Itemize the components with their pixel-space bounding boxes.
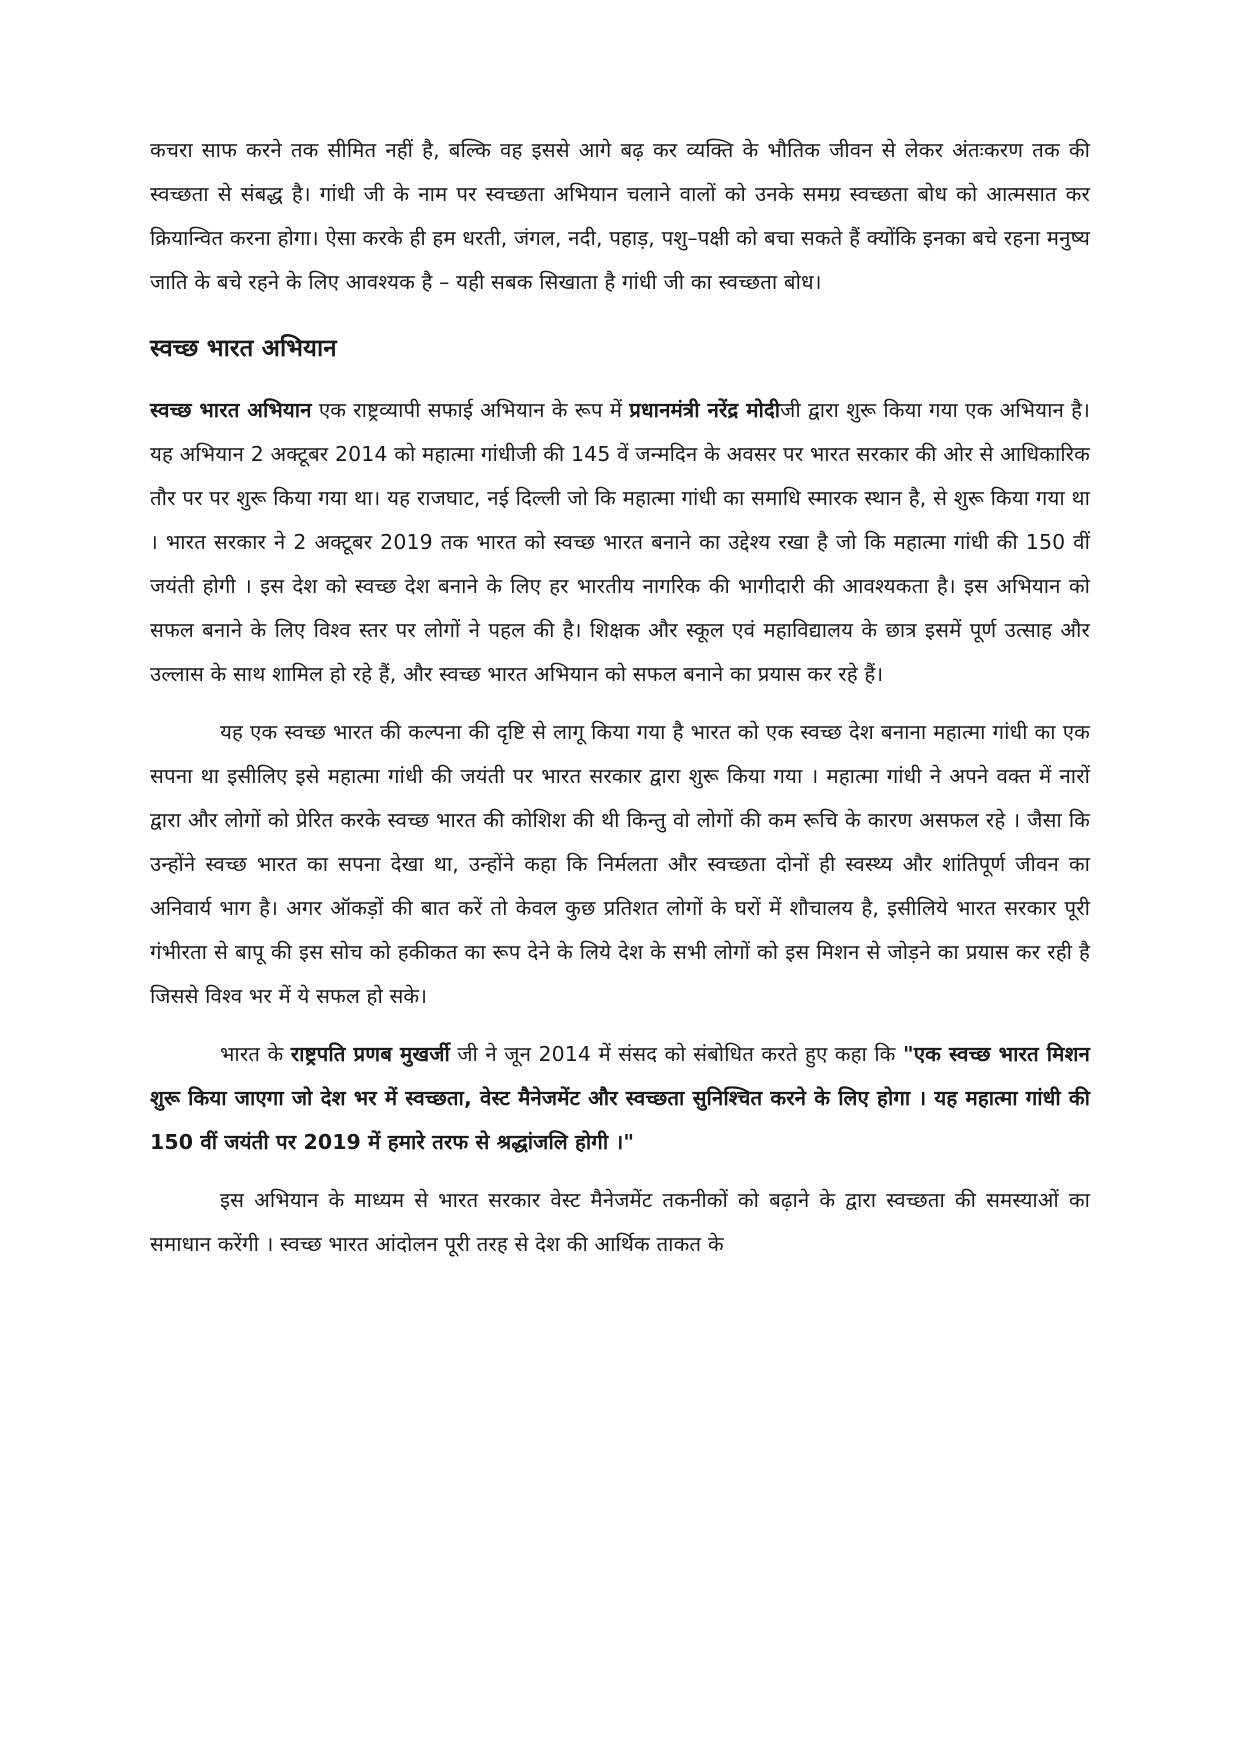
- section-heading: स्वच्छ भारत अभियान: [150, 334, 337, 362]
- bold-quote: "एक स्वच्छ भारत मिशन शुरू किया जाएगा जो देश भर में स्वच्छता, वेस्ट मैनेजमेंट और स्वच्छता सुनिश्चित करने के लिए होगा । यह महात्मा गांधी की 150 वीं जयंती पर 2019 में हमारे तरफ से श्रद्धांजलि होगी ।": [150, 1042, 1090, 1154]
- document-page: [150, 128, 1090, 1266]
- bold-term-president: राष्ट्रपति प्रणब मुखर्जी: [290, 1042, 450, 1066]
- body-paragraph-4: [150, 1032, 1090, 1164]
- paragraph-4-text-b: जी ने जून 2014 में संसद को संबोधित करते हुए कहा कि: [449, 1042, 903, 1066]
- bold-term-prime-minister: प्रधानमंत्री नरेंद्र मोदी: [629, 398, 781, 422]
- paragraph-2-text-a: एक राष्ट्रव्यापी सफाई अभियान के रूप में: [311, 398, 630, 422]
- body-paragraph-5: इस अभियान के माध्यम से भारत सरकार वेस्ट मैनेजमेंट तकनीकों को बढ़ाने के द्वारा स्वच्छता की समस्याओं का समाधान करेंगी । स्वच्छ भारत आंदोलन पूरी तरह से देश की आर्थिक ताकत के: [150, 1188, 1090, 1256]
- body-paragraph-1: कचरा साफ करने तक सीमित नहीं है, बल्कि वह इससे आगे बढ़ कर व्यक्ति के भौतिक जीवन से लेकर अंतःकरण तक की स्वच्छता से संबद्ध है। गांधी जी के नाम पर स्वच्छता अभियान चलाने वालों को उनके समग्र स्वच्छता बोध को आत्मसात कर क्रियान्वित करना होगा। ऐसा करके ही हम धरती, जंगल, नदी, पहाड़, पशु–पक्षी को बचा सकते हैं क्योंकि इनका बचे रहना मनुष्य जाति के बचे रहने के लिए आवश्यक है – यही सबक सिखाता है गांधी जी का स्वच्छता बोध।: [150, 138, 1090, 294]
- bold-term-campaign: स्वच्छ भारत अभियान: [150, 398, 312, 422]
- body-paragraph-2: [150, 388, 1090, 696]
- body-paragraph-3: यह एक स्वच्छ भारत की कल्पना की दृष्टि से लागू किया गया है भारत को एक स्वच्छ देश बनाना महात्मा गांधी का एक सपना था इसीलिए इसे महात्मा गांधी की जयंती पर भारत सरकार द्वारा शुरू किया गया । महात्मा गांधी ने अपने वक्त में नारों द्वारा और लोगों को प्रेरित करके स्वच्छ भारत की कोशिश की थी किन्तु वो लोगों की कम रूचि के कारण असफल रहे । जैसा कि उन्होंने स्वच्छ भारत का सपना देखा था, उन्होंने कहा कि निर्मलता और स्वच्छता दोनों ही स्वस्थ्य और शांतिपूर्ण जीवन का अनिवार्य भाग है। अगर ऑकड़ों की बात करें तो केवल कुछ प्रतिशत लोगों के घरों में शौचालय है, इसीलिये भारत सरकार पूरी गंभीरता से बापू की इस सोच को हकीकत का रूप देने के लिये देश के सभी लोगों को इस मिशन से जोड़ने का प्रयास कर रही है जिससे विश्व भर में ये सफल हो सके।: [150, 720, 1090, 1008]
- paragraph-2-text-b: जी द्वारा शुरू किया गया एक अभियान है। यह अभियान 2 अक्टूबर 2014 को महात्मा गांधीजी की 145 वें जन्मदिन के अवसर पर भारत सरकार की ओर से आधिकारिक तौर पर पर शुरू किया गया था। यह राजघाट, नई दिल्ली जो कि महात्मा गांधी का समाधि स्मारक स्थान है, से शुरू किया गया था । भारत सरकार ने 2 अक्टूबर 2019 तक भारत को स्वच्छ भारत बनाने का उद्देश्य रखा है जो कि महात्मा गांधी की 150 वीं जयंती होगी । इस देश को स्वच्छ देश बनाने के लिए हर भारतीय नागरिक की भागीदारी की आवश्यकता है। इस अभियान को सफल बनाने के लिए विश्व स्तर पर लोगों ने पहल की है। शिक्षक और स्कूल एवं महाविद्यालय के छात्र इसमें पूर्ण उत्साह और उल्लास के साथ शामिल हो रहे हैं, और स्वच्छ भारत अभियान को सफल बनाने का प्रयास कर रहे हैं।: [150, 398, 1090, 686]
- paragraph-4-text-a: भारत के: [220, 1042, 291, 1066]
